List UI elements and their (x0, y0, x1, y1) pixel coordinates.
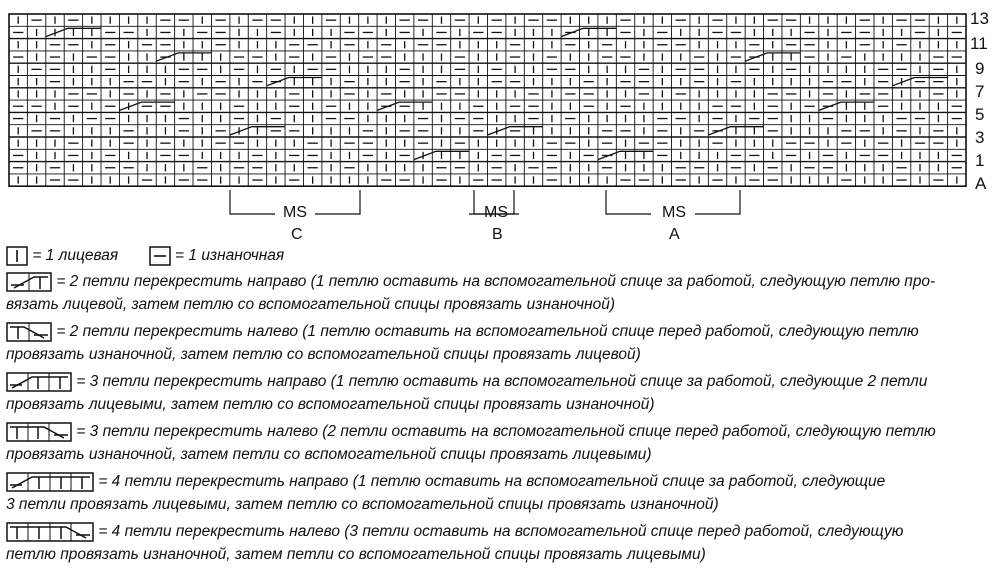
legend-knit-text: = 1 лицевая (32, 247, 119, 265)
legend-knit (6, 246, 284, 266)
legend-c3r-cont (6, 396, 655, 414)
legend-c2l-text-1: = 2 петли перекрестить налево (1 петлю оставить на вспомогательной спице перед работой, следующую петлю (56, 323, 919, 341)
legend-c3r-text-2: провязать лицевыми, затем петлю со вспомогательной спицы провязать изнаночной) (6, 396, 655, 413)
cross-4-right-icon (6, 472, 94, 492)
legend-c3r-text-1: = 3 петли перекрестить направо (1 петлю оставить на вспомогательной спице за работой, следующие 2 петли (76, 373, 928, 391)
repeat-label-ms-c: MS (283, 204, 307, 221)
legend-c4l (6, 522, 903, 542)
legend-c4r (6, 472, 885, 492)
legend-c3l-cont (6, 446, 652, 464)
row-label-1: 1 (975, 151, 985, 170)
legend-c2r-cont (6, 296, 615, 314)
legend-c4l-cont (6, 546, 706, 564)
repeat-letter-a: A (669, 226, 680, 243)
row-label-3: 3 (975, 128, 985, 147)
repeat-label-ms-b: MS (484, 204, 508, 221)
knit-symbol-icon (6, 246, 28, 266)
legend-c2l (6, 322, 919, 342)
legend-c3l-text-2: провязать изнаночной, затем петли со вспомогательной спицы провязать лицевыми) (6, 446, 652, 463)
repeat-letter-b: B (492, 226, 503, 243)
row-label-a: A (975, 174, 987, 193)
repeat-bracket-left (606, 190, 651, 214)
cross-4-left-icon (6, 522, 94, 542)
cross-3-left-icon (6, 422, 72, 442)
legend-c2l-text-2: провязать изнаночной, затем петлю со вспомогательной спицы провязать лицевой) (6, 346, 641, 363)
legend-c4l-text-2: петлю провязать изнаночной, затем петли со вспомогательной спицы провязать лицевыми) (6, 546, 706, 563)
legend-c2r (6, 272, 935, 292)
legend-c3l (6, 422, 936, 442)
cross-3-right-icon (6, 372, 72, 392)
row-label-5: 5 (975, 105, 985, 124)
legend-c4r-cont (6, 496, 719, 514)
legend-c3l-text-1: = 3 петли перекрестить налево (2 петли оставить на вспомогательной спице перед работой, следующую петлю (76, 423, 936, 441)
legend-c2r-text-2: вязать лицевой, затем петлю со вспомогательной спицы провязать изнаночной) (6, 296, 616, 313)
legend-purl-text: = 1 изнаночная (175, 247, 285, 265)
row-label-13: 13 (970, 9, 989, 28)
repeat-letter-c: C (291, 226, 303, 243)
row-label-9: 9 (975, 59, 985, 78)
legend-c2l-cont (6, 346, 641, 364)
repeat-bracket-right (695, 190, 740, 214)
repeat-bracket-right (315, 190, 360, 214)
purl-symbol-icon (149, 246, 171, 266)
row-label-11: 11 (970, 34, 988, 53)
legend-c2r-text-1: = 2 петли перекрестить направо (1 петлю оставить на вспомогательной спице за работой, следующую петлю про- (56, 273, 936, 291)
row-label-7: 7 (975, 82, 985, 101)
legend-c3r (6, 372, 927, 392)
repeat-bracket-left (230, 190, 275, 214)
cross-2-left-icon (6, 322, 52, 342)
cross-2-right-icon (6, 272, 52, 292)
legend-c4r-text-2: 3 петли провязать лицевыми, затем петлю со вспомогательной спицы провязать изнаночной) (6, 496, 719, 513)
repeat-label-ms-a: MS (662, 204, 686, 221)
legend-c4r-text-1: = 4 петли перекрестить направо (1 петлю оставить на вспомогательной спице за работой, следующие (98, 473, 886, 491)
legend-c4l-text-1: = 4 петли перекрестить налево (3 петли оставить на вспомогательной спице перед работой, следующую (98, 523, 904, 541)
